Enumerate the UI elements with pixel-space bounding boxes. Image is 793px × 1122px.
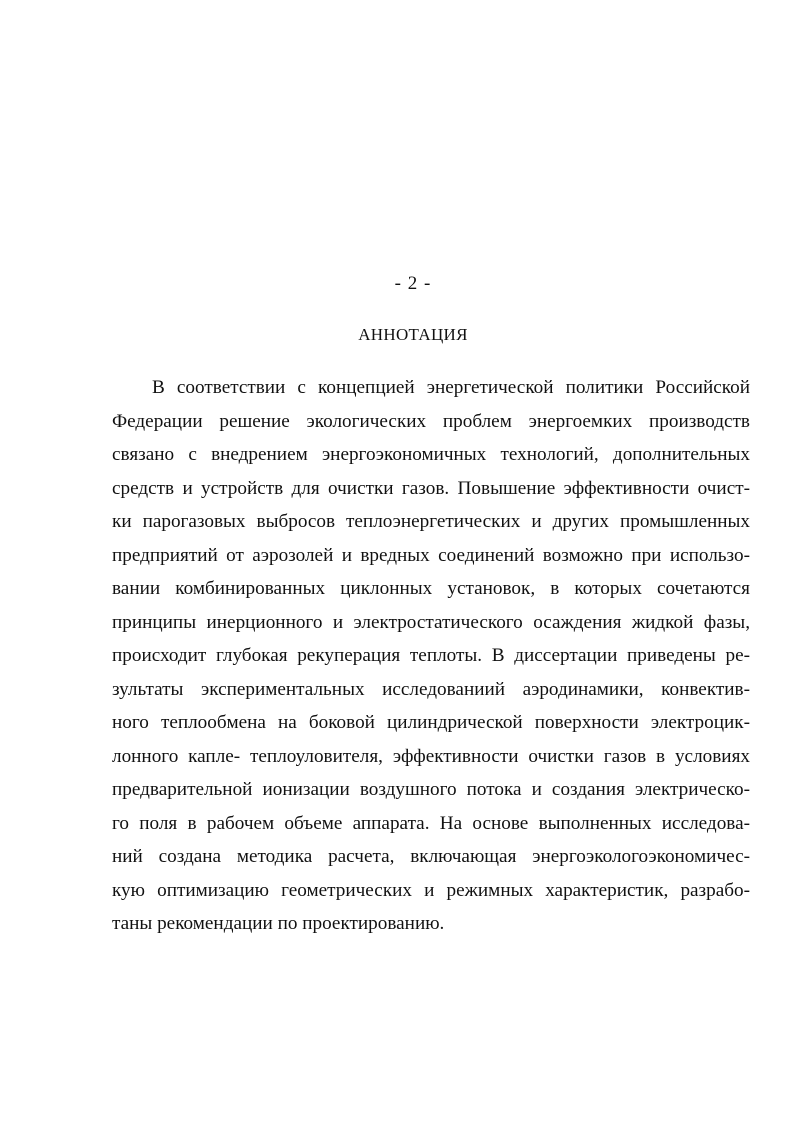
abstract-line: го поля в рабочем объеме аппарата. На основе выполненных исследова- — [112, 812, 750, 834]
abstract-line: лонного капле- теплоуловителя, эффективности очистки газов в условиях — [112, 745, 750, 767]
abstract-line: кую оптимизацию геометрических и режимных характеристик, разрабо- — [112, 879, 750, 901]
abstract-line: таны рекомендации по проектированию. — [112, 913, 445, 934]
abstract-line: средств и устройств для очистки газов. Повышение эффективности очист- — [112, 477, 750, 499]
abstract-line: ного теплообмена на боковой цилиндрической поверхности электроцик- — [112, 712, 750, 733]
page-number: - 2 - — [394, 273, 432, 294]
abstract-line: принципы инерционного и электростатического осаждения жидкой фазы, — [112, 611, 750, 633]
abstract-line: предварительной ионизации воздушного потока и создания электрическо- — [112, 779, 750, 800]
abstract-line: ний создана методика расчета, включающая энергоэкологоэкономичес- — [112, 846, 750, 867]
abstract-heading: АННОТАЦИЯ — [358, 325, 468, 344]
abstract-line: предприятий от аэрозолей и вредных соединений возможно при использо- — [112, 544, 750, 566]
abstract-line: происходит глубокая рекуперация теплоты. В диссертации приведены ре- — [112, 645, 750, 666]
abstract-line: ки парогазовых выбросов теплоэнергетических и других промышленных — [112, 511, 750, 532]
abstract-line: зультаты экспериментальных исследованиий аэродинамики, конвектив- — [112, 678, 750, 700]
abstract-line: Федерации решение экологических проблем энергоемких производств — [112, 410, 750, 432]
abstract-line: В соответствии с концепцией энергетической политики Российской — [152, 377, 750, 398]
abstract-line: связано с внедрением энергоэкономичных технологий, дополнительных — [112, 444, 750, 465]
abstract-line: вании комбинированных циклонных установок, в которых сочетаются — [112, 578, 750, 599]
